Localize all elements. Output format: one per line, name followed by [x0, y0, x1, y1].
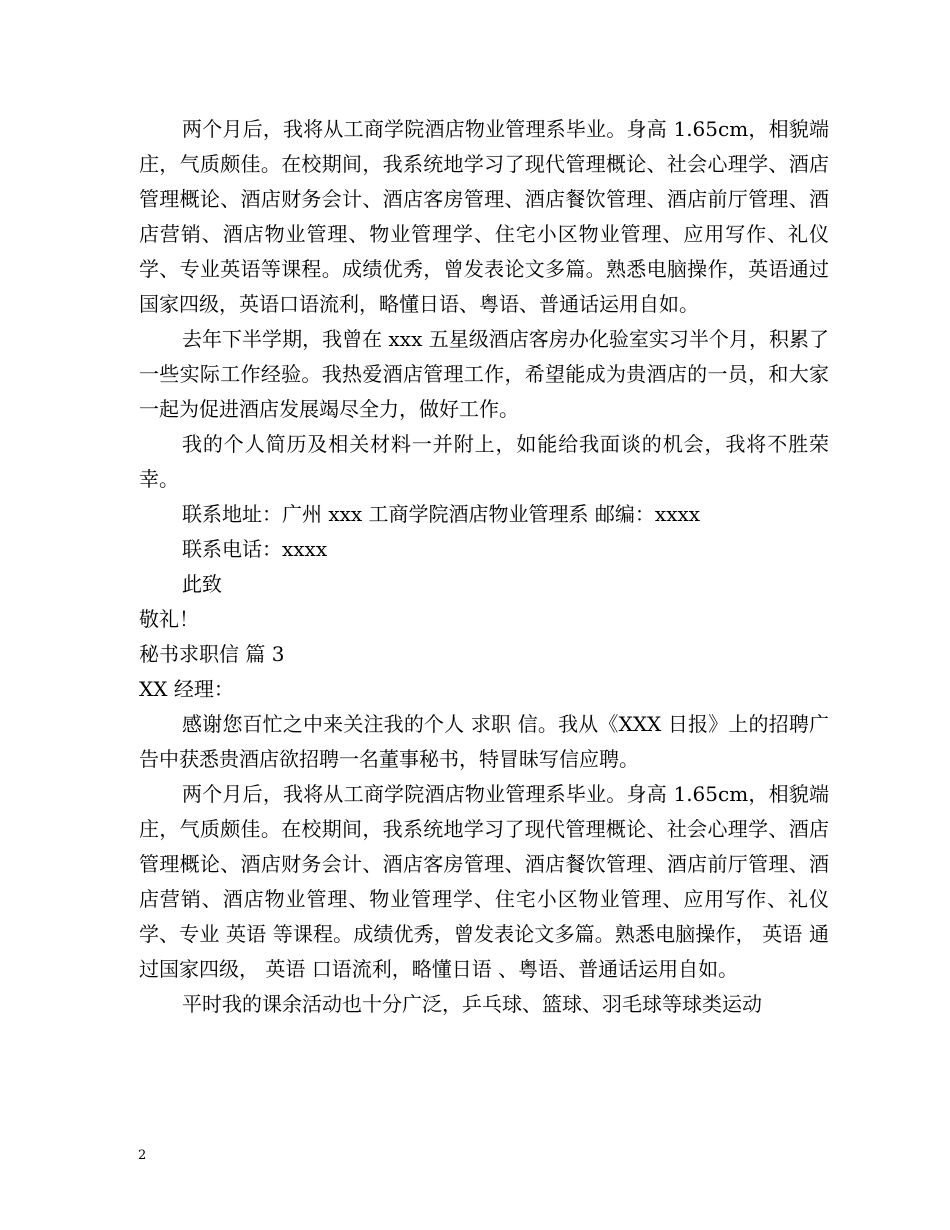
- paragraph-activities: 平时我的课余活动也十分广泛，乒乓球、篮球、羽毛球等球类运动: [182, 992, 762, 1016]
- contact-address: 联系地址：广州 xxx 工商学院酒店物业管理系 邮编：xxxx: [182, 502, 701, 526]
- letter-body: [139, 112, 829, 1022]
- paragraph-education-2: 两个月后，我将从工商学院酒店物业管理系毕业。身高 1.65cm，相貌端庄，气质颇佳。在校期间，我系统地学习了现代管理概论、社会心理学、酒店管理概论、酒店财务会计、酒店客房管理、酒店餐饮管理、酒店前厅管理、酒店营销、酒店物业管理、物业管理学、住宅小区物业管理、应用写作、礼仪学、专业 英语 等课程。成绩优秀，曾发表论文多篇。熟悉电脑操作， 英语 通过国家四级， 英语 口语流利，略懂日语 、粤语、普通话运用自如。: [139, 782, 829, 981]
- letter-greeting: XX 经理：: [139, 677, 234, 701]
- paragraph-attachment: 我的个人简历及相关材料一并附上，如能给我面谈的机会，我将不胜荣幸。: [139, 432, 829, 491]
- paragraph-internship: 去年下半学期，我曾在 xxx 五星级酒店客房办化验室实习半个月，积累了一些实际工作经验。我热爱酒店管理工作，希望能成为贵酒店的一员，和大家一起为促进酒店发展竭尽全力，做好工作。: [139, 327, 829, 421]
- section-heading: 秘书求职信 篇 3: [139, 642, 285, 666]
- page-number: 2: [138, 1148, 147, 1163]
- contact-phone: 联系电话：xxxx: [182, 537, 328, 561]
- paragraph-education: 两个月后，我将从工商学院酒店物业管理系毕业。身高 1.65cm，相貌端庄，气质颇佳。在校期间，我系统地学习了现代管理概论、社会心理学、酒店管理概论、酒店财务会计、酒店客房管理、酒店餐饮管理、酒店前厅管理、酒店营销、酒店物业管理、物业管理学、住宅小区物业管理、应用写作、礼仪学、专业英语等课程。成绩优秀，曾发表论文多篇。熟悉电脑操作，英语通过国家四级，英语口语流利，略懂日语、粤语、普通话运用自如。: [139, 117, 829, 316]
- closing-salute: 敬礼！: [139, 607, 199, 631]
- closing-phrase: 此致: [182, 572, 222, 596]
- paragraph-intro: 感谢您百忙之中来关注我的个人 求职 信。我从《XXX 日报》上的招聘广告中获悉贵酒店欲招聘一名董事秘书，特冒昧写信应聘。: [139, 712, 829, 771]
